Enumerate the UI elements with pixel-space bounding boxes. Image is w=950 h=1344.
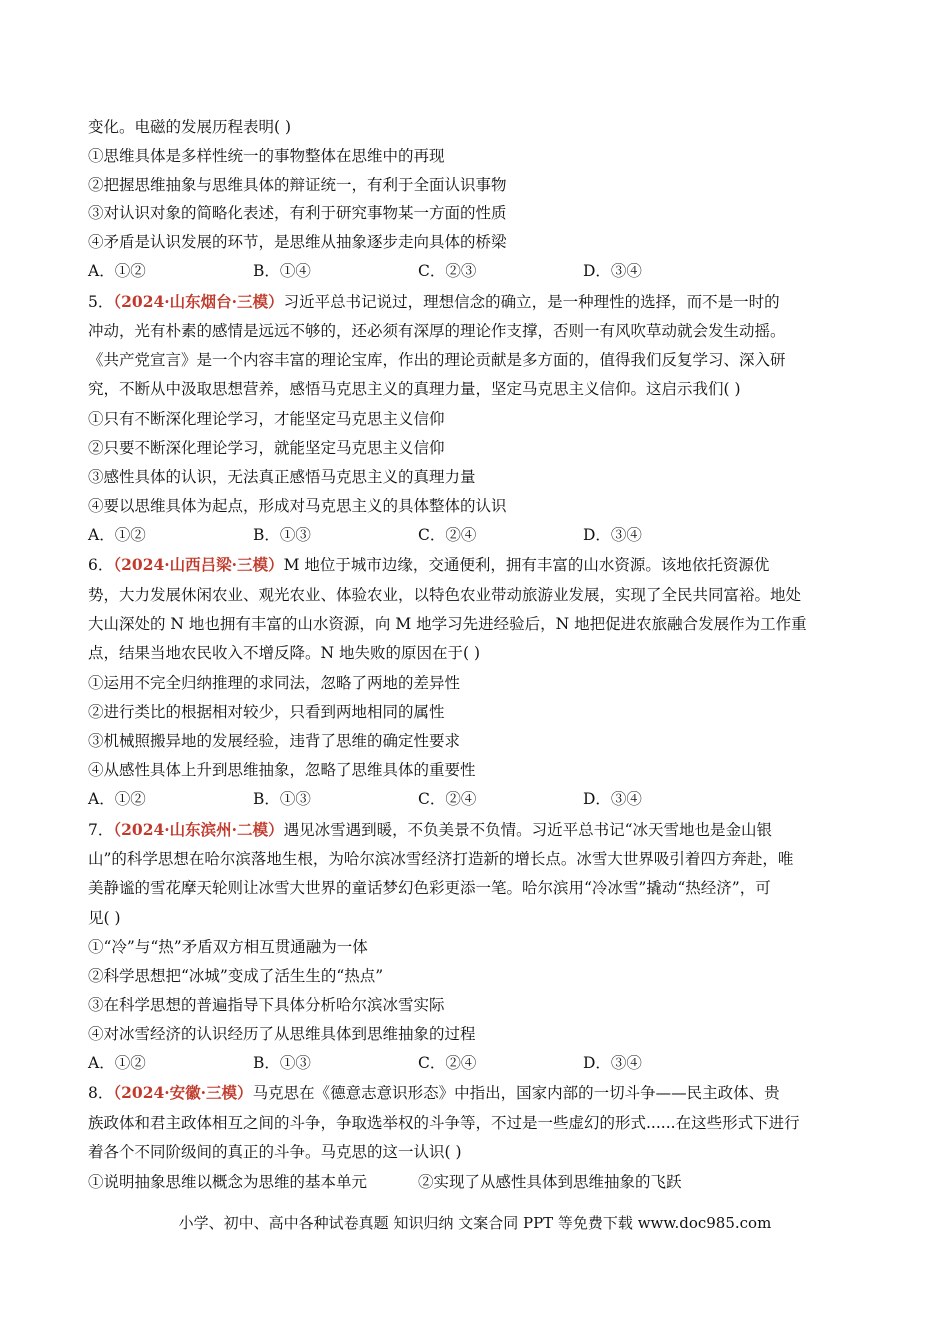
question-7-first-line (88, 820, 772, 840)
question-5-statement-1: ①只有不断深化理论学习，才能坚定马克思主义信仰 (88, 410, 445, 428)
question-5-option-b: B．①③ (253, 526, 311, 544)
question-5-line-3: 《共产党宣言》是一个内容丰富的理论宝库，作出的理论贡献是多方面的，值得我们反复学习、深入研 (88, 351, 786, 369)
question-6-option-c: C．②④ (418, 790, 477, 808)
question-5-option-c: C．②④ (418, 526, 477, 544)
question-4-option-a: A．①② (88, 262, 146, 280)
question-stem: M 地位于城市边缘，交通便利，拥有丰富的山水资源。该地依托资源优 (283, 556, 770, 574)
question-5-line-4: 究，不断从中汲取思想营养，感悟马克思主义的真理力量，坚定马克思主义信仰。这启示我们( ) (88, 380, 741, 398)
question-5-statement-4: ④要以思维具体为起点，形成对马克思主义的具体整体的认识 (88, 497, 507, 515)
question-7-line-4: 见( ) (88, 909, 121, 927)
question-source: （2024·山西吕梁·三模） (113, 555, 284, 574)
question-6-statement-1: ①运用不完全归纳推理的求同法，忽略了两地的差异性 (88, 674, 461, 692)
question-stem: 习近平总书记说过，理想信念的确立，是一种理性的选择，而不是一时的 (283, 293, 780, 311)
question-number: 7． (88, 821, 114, 839)
question-4-option-c: C．②③ (418, 262, 477, 280)
question-5-option-d: D．③④ (583, 526, 642, 544)
question-5-line-2: 冲动，光有朴素的感情是远远不够的，还必须有深厚的理论作支撑，否则一有风吹草动就会发生动摇。 (88, 322, 786, 340)
question-5-statement-2: ②只要不断深化理论学习，就能坚定马克思主义信仰 (88, 439, 445, 457)
question-7-line-3: 美静谧的雪花摩天轮则让冰雪大世界的童话梦幻色彩更添一笔。哈尔滨用“冷冰雪”撬动“热经济”，可 (88, 879, 771, 897)
question-7-option-d: D．③④ (583, 1054, 642, 1072)
question-6-line-2: 势，大力发展休闲农业、观光农业、体验农业，以特色农业带动旅游业发展，实现了全民共同富裕。地处 (88, 586, 802, 604)
question-8-first-line (88, 1083, 780, 1103)
question-8-line-3: 着各个不同阶级间的真正的斗争。马克思的这一认识( ) (88, 1143, 462, 1161)
question-source: （2024·山东烟台·三模） (113, 292, 284, 311)
question-source: （2024·安徽·三模） (113, 1083, 253, 1102)
question-6-option-d: D．③④ (583, 790, 642, 808)
question-stem: 马克思在《德意志意识形态》中指出，国家内部的一切斗争——民主政体、贵 (252, 1084, 780, 1102)
question-6-statement-4: ④从感性具体上升到思维抽象，忽略了思维具体的重要性 (88, 761, 476, 779)
question-4-text: 变化。电磁的发展历程表明( ) (88, 118, 292, 136)
question-7-option-c: C．②④ (418, 1054, 477, 1072)
question-4-statement-3: ③对认识对象的简略化表述，有利于研究事物某一方面的性质 (88, 204, 507, 222)
question-7-statement-2: ②科学思想把“冰城”变成了活生生的“热点” (88, 967, 384, 985)
question-8-line-2: 族政体和君主政体相互之间的斗争，争取选举权的斗争等，不过是一些虚幻的形式......在这些形式下进行 (88, 1114, 800, 1132)
question-4-statement-2: ②把握思维抽象与思维具体的辩证统一，有利于全面认识事物 (88, 176, 507, 194)
question-number: 5． (88, 293, 114, 311)
question-stem: 遇见冰雪遇到暖，不负美景不负情。习近平总书记“冰天雪地也是金山银 (283, 821, 772, 839)
question-7-statement-3: ③在科学思想的普遍指导下具体分析哈尔滨冰雪实际 (88, 996, 445, 1014)
question-8-statement-1: ①说明抽象思维以概念为思维的基本单元 (88, 1173, 368, 1191)
question-7-statement-4: ④对冰雪经济的认识经历了从思维具体到思维抽象的过程 (88, 1025, 476, 1043)
question-number: 8． (88, 1084, 114, 1102)
question-5-statement-3: ③感性具体的认识，无法真正感悟马克思主义的真理力量 (88, 468, 476, 486)
question-7-line-2: 山”的科学思想在哈尔滨落地生根，为哈尔滨冰雪经济打造新的增长点。冰雪大世界吸引着四方奔赴，唯 (88, 850, 794, 868)
question-source: （2024·山东滨州·二模） (113, 820, 284, 839)
question-number: 6． (88, 556, 114, 574)
question-6-option-b: B．①③ (253, 790, 311, 808)
question-6-statement-3: ③机械照搬异地的发展经验，违背了思维的确定性要求 (88, 732, 461, 750)
question-7-option-b: B．①③ (253, 1054, 311, 1072)
question-4-statement-4: ④矛盾是认识发展的环节，是思维从抽象逐步走向具体的桥梁 (88, 233, 507, 251)
question-4-option-b: B．①④ (253, 262, 311, 280)
question-5-option-a: A．①② (88, 526, 146, 544)
question-4-statement-1: ①思维具体是多样性统一的事物整体在思维中的再现 (88, 147, 445, 165)
question-5-first-line (88, 292, 780, 312)
question-6-statement-2: ②进行类比的根据相对较少，只看到两地相同的属性 (88, 703, 445, 721)
question-6-option-a: A．①② (88, 790, 146, 808)
question-8-statement-2: ②实现了从感性具体到思维抽象的飞跃 (418, 1173, 682, 1191)
page-footer: 小学、初中、高中各种试卷真题 知识归纳 文案合同 PPT 等免费下载 www.doc985.com (178, 1214, 772, 1232)
question-6-first-line (88, 555, 769, 575)
question-6-line-4: 点，结果当地农民收入不增反降。N 地失败的原因在于( ) (88, 644, 481, 662)
question-4-option-d: D．③④ (583, 262, 642, 280)
question-7-statement-1: ①“冷”与“热”矛盾双方相互贯通融为一体 (88, 938, 368, 956)
question-6-line-3: 大山深处的 N 地也拥有丰富的山水资源，向 M 地学习先进经验后，N 地把促进农旅融合发展作为工作重 (88, 615, 807, 633)
question-7-option-a: A．①② (88, 1054, 146, 1072)
